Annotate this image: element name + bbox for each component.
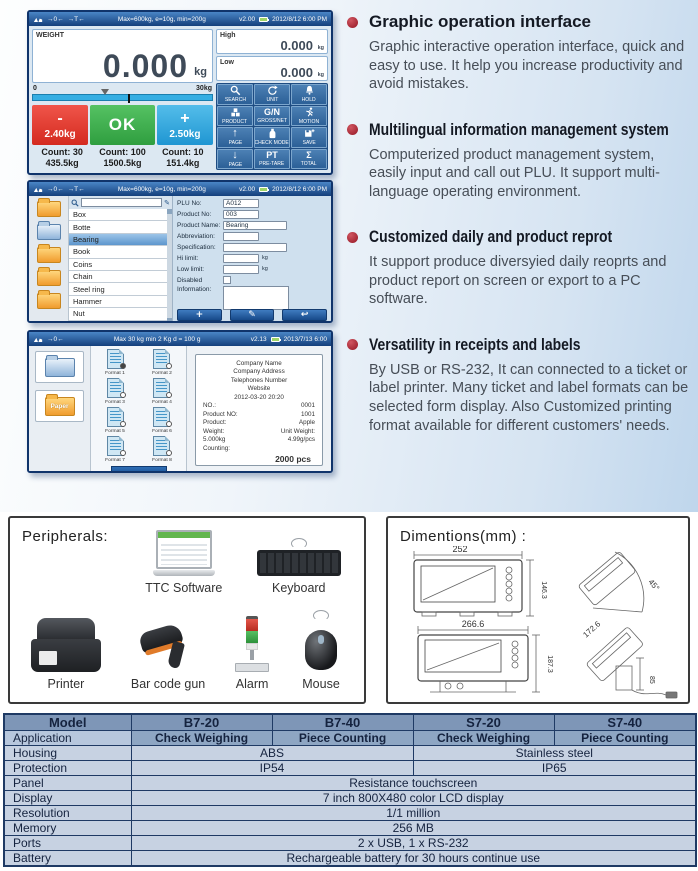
feature-title: Customized daily and product reprot bbox=[369, 227, 613, 247]
format-option[interactable]: Format 4 bbox=[140, 378, 185, 406]
product-list-item[interactable]: Book bbox=[69, 246, 167, 258]
column-header: Model bbox=[4, 714, 131, 731]
peripherals-box bbox=[8, 516, 366, 704]
alarm-tower-icon bbox=[235, 616, 269, 672]
receipt-line: Company Name bbox=[236, 359, 282, 367]
over-limit-button[interactable]: + 2.50kg bbox=[157, 105, 213, 145]
feature-body: Computerized product management system, easily input and call out PLU. It support multi-language operating environment. bbox=[369, 146, 660, 200]
low-limit-input[interactable] bbox=[223, 265, 259, 274]
specification-input[interactable] bbox=[223, 243, 287, 252]
feature-item bbox=[347, 120, 691, 202]
table-row bbox=[4, 836, 696, 851]
arrow-down-icon: ↓ bbox=[232, 148, 238, 161]
total-key[interactable]: Σ TOTAL bbox=[291, 149, 327, 170]
format-option[interactable]: Format 1 bbox=[93, 349, 138, 377]
radio-button[interactable] bbox=[120, 363, 126, 369]
printer-icon bbox=[31, 618, 101, 672]
count-item: Count: 10 151.4kg bbox=[162, 147, 204, 169]
folder-icon[interactable] bbox=[37, 293, 61, 309]
product-list-item[interactable]: Nut bbox=[69, 308, 167, 320]
svg-text:172.6: 172.6 bbox=[581, 619, 603, 640]
table-row bbox=[4, 851, 696, 867]
weight-value: 0.000 bbox=[102, 48, 188, 84]
feature-title: Multilingual information management system bbox=[369, 119, 669, 139]
cell: 256 MB bbox=[131, 821, 696, 836]
plu-form: PLU No: A012 Product No: 003 Product Name: Bearing Abbreviation: Specification: Hi limit: kg Low limit: kg Disabled Information: + ✎ ↩ bbox=[173, 196, 331, 323]
column-header: B7-20 bbox=[131, 714, 272, 731]
cell: IP65 bbox=[413, 761, 696, 776]
cell: Piece Counting bbox=[272, 731, 413, 746]
disabled-checkbox[interactable] bbox=[223, 276, 231, 284]
zero-indicator: →0← bbox=[47, 185, 64, 193]
row-label: Application bbox=[4, 731, 131, 746]
paper-folder-button[interactable] bbox=[35, 390, 84, 422]
receipt-row: Weight: Unit Weight: bbox=[203, 427, 315, 435]
zero-indicator: →0← bbox=[47, 15, 64, 23]
open-folder-icon[interactable] bbox=[37, 224, 61, 240]
weighing-body bbox=[29, 26, 331, 173]
row-label: Ports bbox=[4, 836, 131, 851]
radio-button[interactable] bbox=[166, 421, 172, 427]
receipt-row: Product NO: 1001 bbox=[203, 410, 315, 418]
plu-no-input[interactable]: A012 bbox=[223, 199, 259, 208]
bottle-icon bbox=[267, 128, 278, 139]
folder-rail bbox=[29, 196, 69, 323]
firmware-version: v2.00 bbox=[239, 15, 256, 23]
row-label: Battery bbox=[4, 851, 131, 867]
plu-body bbox=[29, 196, 331, 323]
motion-key[interactable]: MOTION bbox=[291, 106, 327, 127]
capacity-bar bbox=[32, 85, 213, 103]
laptop-icon bbox=[153, 530, 215, 576]
product-list-item[interactable]: Box bbox=[69, 209, 167, 221]
tare-indicator: →T← bbox=[67, 15, 85, 23]
cell: ABS bbox=[131, 746, 413, 761]
add-button[interactable]: + bbox=[177, 309, 222, 321]
receipt-line: Telephones Number bbox=[230, 376, 288, 384]
radio-button[interactable] bbox=[166, 450, 172, 456]
receipt-row: NO.: 0001 bbox=[203, 402, 315, 409]
feature-title: Versatility in receipts and labels bbox=[369, 334, 581, 354]
paper-folder-icon: Paper bbox=[45, 397, 75, 416]
edit-button[interactable]: ✎ bbox=[230, 309, 275, 321]
row-label: Resolution bbox=[4, 806, 131, 821]
page-up-key[interactable]: ↑ PAGE bbox=[217, 127, 253, 148]
scrollbar[interactable] bbox=[167, 209, 172, 323]
capacity-specs: Max=600kg, e=10g, min=200g bbox=[117, 185, 206, 193]
format-grid bbox=[93, 349, 184, 464]
format-option[interactable]: Format 3 bbox=[93, 378, 138, 406]
screenshot-receipt-formats bbox=[27, 330, 333, 473]
product-list-item[interactable]: Steel ring bbox=[69, 283, 167, 295]
peripheral-mouse: Mouse bbox=[299, 610, 343, 691]
battery-icon bbox=[259, 187, 268, 192]
cell: 2 x USB, 1 x RS-232 bbox=[131, 836, 696, 851]
label-thumbnail[interactable] bbox=[111, 466, 167, 473]
column-header: S7-20 bbox=[413, 714, 554, 731]
svg-text:85: 85 bbox=[648, 676, 655, 684]
column-header: B7-40 bbox=[272, 714, 413, 731]
product-key[interactable]: PRODUCT bbox=[217, 106, 253, 127]
feature-body: It support produce diversyied daily reoprts and product report on screen or export to a PC software. bbox=[369, 254, 667, 308]
table-row-application bbox=[4, 731, 696, 746]
folder-icon[interactable] bbox=[37, 247, 61, 263]
table-row bbox=[4, 791, 696, 806]
screenshot-plu-management bbox=[27, 180, 333, 323]
radio-button[interactable] bbox=[166, 392, 172, 398]
datetime: 2013/7/13 6:00 bbox=[283, 335, 327, 343]
row-label: Memory bbox=[4, 821, 131, 836]
abbreviation-input[interactable] bbox=[223, 232, 259, 241]
svg-text:45°: 45° bbox=[646, 577, 662, 593]
product-list-item[interactable]: Coins bbox=[69, 259, 167, 271]
datetime: 2012/8/12 6:00 PM bbox=[272, 185, 327, 193]
receipt-row: 5.000kg 4.99g/pcs bbox=[203, 436, 315, 443]
bullet-icon bbox=[347, 17, 358, 28]
gross-net-key[interactable]: G/N GROSS/NET bbox=[254, 106, 290, 127]
bell-icon bbox=[304, 85, 315, 96]
cell: Check Weighing bbox=[131, 731, 272, 746]
bar-max-label: 30kg bbox=[196, 85, 212, 92]
peripherals-title: Peripherals: bbox=[22, 528, 109, 545]
boxes-icon bbox=[230, 107, 241, 118]
weight-unit: kg bbox=[194, 66, 207, 78]
count-summary bbox=[32, 147, 213, 170]
folder-icon[interactable] bbox=[37, 201, 61, 217]
pre-tare-key[interactable]: PT PRE-TARE bbox=[254, 149, 290, 170]
feature-item bbox=[347, 227, 691, 309]
save-icon bbox=[304, 128, 315, 139]
low-limit-display: Low 0.000 kg bbox=[216, 56, 328, 81]
bar-tick bbox=[128, 94, 130, 103]
runner-icon bbox=[304, 107, 315, 118]
cable-icon bbox=[291, 538, 307, 549]
status-bar bbox=[29, 182, 331, 196]
cell: 1/1 million bbox=[131, 806, 696, 821]
svg-text:146.3: 146.3 bbox=[540, 581, 547, 599]
product-list-item[interactable]: Bearing bbox=[69, 234, 167, 246]
peripheral-printer: Printer bbox=[31, 618, 101, 691]
keyboard-icon bbox=[257, 550, 341, 576]
cell: 7 inch 800X480 color LCD display bbox=[131, 791, 696, 806]
receipt-line: 2012-03-20 20:20 bbox=[234, 393, 284, 401]
format-option[interactable]: Format 2 bbox=[140, 349, 185, 377]
product-search-row bbox=[69, 196, 172, 209]
zero-indicator: →0← bbox=[47, 335, 64, 343]
cell: Resistance touchscreen bbox=[131, 776, 696, 791]
product-list-item[interactable]: Botte bbox=[69, 221, 167, 233]
under-limit-button[interactable]: - 2.40kg bbox=[32, 105, 88, 145]
table-row bbox=[4, 806, 696, 821]
spec-table bbox=[3, 713, 697, 867]
status-bar bbox=[29, 12, 331, 26]
cell: Check Weighing bbox=[413, 731, 554, 746]
information-textarea[interactable] bbox=[223, 286, 289, 310]
bar-min-label: 0 bbox=[33, 85, 37, 92]
hi-limit-input[interactable] bbox=[223, 254, 259, 263]
table-row-housing bbox=[4, 746, 696, 761]
search-icon bbox=[71, 199, 79, 207]
arrow-up-icon: ↑ bbox=[232, 127, 238, 140]
format-option[interactable]: Format 5 bbox=[93, 407, 138, 435]
battery-icon bbox=[259, 17, 268, 22]
save-key[interactable]: SAVE bbox=[291, 127, 327, 148]
product-list-item[interactable]: Chain bbox=[69, 271, 167, 283]
dimension-drawing bbox=[390, 546, 690, 700]
table-header-row bbox=[4, 714, 696, 731]
product-no-input[interactable]: 003 bbox=[223, 210, 259, 219]
cell: Stainless steel bbox=[413, 746, 696, 761]
svg-text:187.3: 187.3 bbox=[546, 655, 553, 673]
receipt-row: Product: Apple bbox=[203, 419, 315, 426]
weight-display: WEIGHT 0.000 kg bbox=[32, 29, 213, 83]
product-list bbox=[69, 209, 172, 323]
search-key[interactable]: SEARCH bbox=[217, 84, 253, 105]
page-down-key[interactable]: ↓ PAGE bbox=[217, 149, 253, 170]
open-folder-icon bbox=[45, 358, 75, 377]
bullet-icon bbox=[347, 232, 358, 243]
refresh-icon bbox=[267, 85, 278, 96]
feature-item bbox=[347, 12, 691, 94]
formats-folder-button[interactable] bbox=[35, 351, 84, 383]
back-button[interactable]: ↩ bbox=[282, 309, 327, 321]
scale-icon bbox=[33, 336, 43, 343]
row-label: Display bbox=[4, 791, 131, 806]
format-option[interactable]: Format 8 bbox=[140, 436, 185, 464]
receipt-detail-rows bbox=[203, 402, 315, 453]
tare-indicator: →T← bbox=[67, 185, 85, 193]
product-list-panel bbox=[69, 196, 173, 323]
hold-key[interactable]: HOLD bbox=[291, 84, 327, 105]
row-label: Housing bbox=[4, 746, 131, 761]
bar-marker-icon bbox=[101, 89, 109, 99]
count-item: Count: 100 1500.5kg bbox=[99, 147, 146, 169]
radio-button[interactable] bbox=[120, 450, 126, 456]
firmware-version: v2.00 bbox=[239, 185, 256, 193]
cell: Piece Counting bbox=[554, 731, 696, 746]
format-column bbox=[91, 346, 187, 473]
peripheral-alarm: Alarm bbox=[235, 616, 269, 691]
format-folder-rail bbox=[29, 346, 91, 473]
cable-icon bbox=[313, 610, 329, 621]
capacity-bar-track bbox=[32, 94, 213, 101]
radio-button[interactable] bbox=[120, 392, 126, 398]
edit-icon[interactable]: ✎ bbox=[164, 198, 170, 207]
svg-text:252: 252 bbox=[452, 546, 468, 554]
datetime: 2012/8/12 6:00 PM bbox=[272, 15, 327, 23]
receipt-line: Website bbox=[247, 385, 271, 392]
screenshot-weighing bbox=[27, 10, 333, 175]
receipt-header-lines bbox=[203, 360, 315, 403]
dimensions-title: Dimentions(mm) : bbox=[400, 528, 527, 545]
high-limit-display: High 0.000 kg bbox=[216, 29, 328, 54]
unit-key[interactable]: UNIT bbox=[254, 84, 290, 105]
receipt-preview bbox=[195, 354, 323, 466]
mouse-icon bbox=[299, 622, 343, 672]
column-header: S7-40 bbox=[554, 714, 696, 731]
row-label: Panel bbox=[4, 776, 131, 791]
format-option[interactable]: Format 6 bbox=[140, 407, 185, 435]
feature-item bbox=[347, 335, 691, 435]
product-list-item[interactable]: Hammer bbox=[69, 296, 167, 308]
row-label: Protection bbox=[4, 761, 131, 776]
product-name-input[interactable]: Bearing bbox=[223, 221, 287, 230]
ok-button[interactable]: OK bbox=[90, 105, 155, 145]
check-mode-key[interactable]: CHECK MODE bbox=[254, 127, 290, 148]
formats-body bbox=[29, 346, 331, 473]
radio-button[interactable] bbox=[166, 363, 172, 369]
receipt-line: Company Address bbox=[233, 368, 285, 375]
receipt-preview-area bbox=[187, 346, 331, 473]
function-keypad bbox=[216, 83, 328, 170]
table-row bbox=[4, 776, 696, 791]
peripheral-keyboard: Keyboard bbox=[257, 538, 341, 595]
search-input[interactable] bbox=[81, 198, 162, 207]
bullet-icon bbox=[347, 124, 358, 135]
capacity-specs: Max 30 kg min 2 Kg d = 100 g bbox=[113, 335, 201, 343]
peripheral-ttc-software: TTC Software bbox=[145, 530, 222, 595]
format-option[interactable]: Format 7 bbox=[93, 436, 138, 464]
dimensions-box bbox=[386, 516, 690, 704]
folder-icon[interactable] bbox=[37, 270, 61, 286]
cell: Rechargeable battery for 30 hours continue use bbox=[131, 851, 696, 867]
cell: IP54 bbox=[131, 761, 413, 776]
bullet-icon bbox=[347, 339, 358, 350]
barcode-scanner-icon bbox=[132, 618, 204, 672]
peripheral-barcode-gun: Bar code gun bbox=[131, 618, 205, 691]
firmware-version: v2.13 bbox=[250, 335, 267, 343]
sigma-icon: Σ bbox=[306, 149, 312, 160]
receipt-row: Counting: bbox=[203, 444, 230, 452]
table-row-protection bbox=[4, 761, 696, 776]
feature-title: Graphic operation interface bbox=[369, 12, 591, 31]
scale-icon bbox=[33, 186, 43, 193]
search-icon bbox=[230, 85, 241, 96]
feature-body: By USB or RS-232, It can connected to a ticket or label printer. Many ticket and label formats can be selected form display. Also Customized printing format available for different customers' needs. bbox=[369, 361, 689, 434]
receipt-total: 2000 pcs bbox=[275, 454, 311, 464]
capacity-specs: Max=600kg, e=10g, min=200g bbox=[117, 15, 206, 23]
battery-icon bbox=[271, 337, 280, 342]
radio-button[interactable] bbox=[120, 421, 126, 427]
count-item: Count: 30 435.5kg bbox=[41, 147, 83, 169]
feature-list bbox=[347, 12, 691, 461]
status-bar bbox=[29, 332, 331, 346]
table-row bbox=[4, 821, 696, 836]
scale-icon bbox=[33, 16, 43, 23]
svg-text:266.6: 266.6 bbox=[461, 619, 485, 629]
feature-body: Graphic interactive operation interface, quick and easy to use. It help you increase productivity and avoid mistakes. bbox=[369, 39, 685, 93]
